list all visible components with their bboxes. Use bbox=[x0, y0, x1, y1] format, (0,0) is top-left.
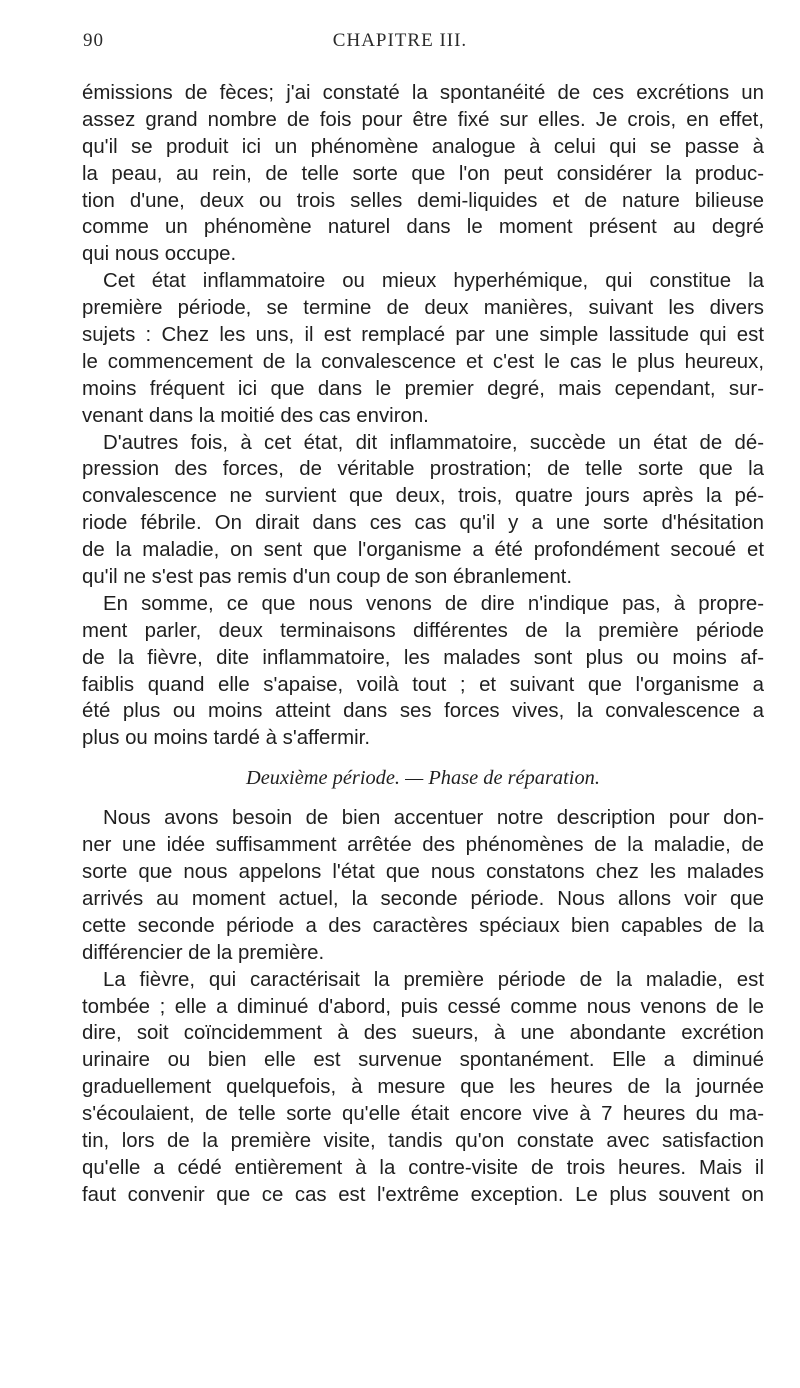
text-line: riode fébrile. On dirait dans ces cas qu'il y a une sorte d'hésitation bbox=[82, 512, 764, 535]
page-number: 90 bbox=[83, 30, 104, 51]
text-line: D'autres fois, à cet état, dit inflammatoire, succède un état de dé- bbox=[103, 431, 764, 454]
section-heading: Deuxième période. — Phase de réparation. bbox=[246, 767, 600, 790]
text-line: Cet état inflammatoire ou mieux hyperhémique, qui constitue la bbox=[103, 270, 764, 293]
paragraph bbox=[82, 591, 764, 752]
text-line: La fièvre, qui caractérisait la première période de la maladie, est bbox=[103, 968, 764, 991]
text-line: comme un phénomène naturel dans le moment présent au degré bbox=[82, 216, 764, 239]
text-line: de la fièvre, dite inflammatoire, les malades sont plus ou moins af- bbox=[82, 646, 764, 669]
text-line: qu'il ne s'est pas remis d'un coup de son ébranlement. bbox=[82, 566, 573, 589]
text-line: moins fréquent ici que dans le premier degré, mais cependant, sur- bbox=[82, 377, 764, 400]
text-line: assez grand nombre de fois pour être fixé sur elles. Je crois, en effet, bbox=[82, 108, 764, 131]
paragraph bbox=[82, 268, 764, 429]
text-line: ment parler, deux terminaisons différentes de la première période bbox=[82, 619, 764, 642]
text-line: le commencement de la convalescence et c'est le cas le plus heureux, bbox=[82, 350, 764, 373]
text-line: convalescence ne survient que deux, trois, quatre jours après la pé- bbox=[82, 485, 764, 508]
body-text bbox=[82, 80, 764, 1209]
text-line: graduellement quelquefois, à mesure que les heures de la journée bbox=[82, 1076, 764, 1099]
text-line: ner une idée suffisamment arrêtée des phénomènes de la maladie, de bbox=[82, 834, 764, 857]
paragraph bbox=[82, 430, 764, 591]
text-line: de la maladie, on sent que l'organisme a été profondément secoué et bbox=[82, 539, 764, 562]
text-line: la peau, au rein, de telle sorte que l'on peut considérer la produc- bbox=[82, 162, 764, 185]
text-line: s'écoulaient, de telle sorte qu'elle était encore vive à 7 heures du ma- bbox=[82, 1103, 764, 1126]
chapter-heading: CHAPITRE III. bbox=[332, 30, 468, 51]
text-line: tombée ; elle a diminué d'abord, puis cessé comme nous venons de le bbox=[82, 995, 764, 1018]
text-line: différencier de la première. bbox=[82, 941, 325, 964]
paragraph bbox=[82, 967, 764, 1209]
text-line: cette seconde période a des caractères spéciaux bien capables de la bbox=[82, 914, 764, 937]
text-line: tion d'une, deux ou trois selles demi-liquides et de nature bilieuse bbox=[82, 189, 764, 212]
text-line: plus ou moins tardé à s'affermir. bbox=[82, 727, 370, 750]
paragraph bbox=[82, 80, 764, 268]
text-line: tin, lors de la première visite, tandis qu'on constate avec satisfaction bbox=[82, 1129, 764, 1152]
text-line: urinaire ou bien elle est survenue spontanément. Elle a diminué bbox=[82, 1049, 764, 1072]
text-line: venant dans la moitié des cas environ. bbox=[82, 404, 429, 427]
paragraph bbox=[82, 805, 764, 966]
text-line: émissions de fèces; j'ai constaté la spontanéité de ces excrétions un bbox=[82, 82, 764, 104]
text-line: été plus ou moins atteint dans ses forces vives, la convalescence a bbox=[82, 700, 764, 723]
text-line: Nous avons besoin de bien accentuer notre description pour don- bbox=[103, 807, 764, 830]
text-line: qu'elle a cédé entièrement à la contre-visite de trois heures. Mais il bbox=[82, 1156, 764, 1179]
running-head bbox=[0, 30, 800, 60]
text-line: arrivés au moment actuel, la seconde période. Nous allons voir que bbox=[82, 887, 764, 910]
text-line: En somme, ce que nous venons de dire n'indique pas, à propre- bbox=[103, 592, 764, 615]
text-line: qui nous occupe. bbox=[82, 243, 237, 266]
text-line: faut convenir que ce cas est l'extrême exception. Le plus souvent on bbox=[82, 1183, 764, 1206]
text-line: dire, soit coïncidemment à des sueurs, à une abondante excrétion bbox=[82, 1022, 764, 1045]
text-line: sujets : Chez les uns, il est remplacé par une simple lassitude qui est bbox=[82, 324, 764, 347]
text-line: qu'il se produit ici un phénomène analogue à celui qui se passe à bbox=[82, 135, 764, 158]
text-line: sorte que nous appelons l'état que nous constatons chez les malades bbox=[82, 861, 764, 884]
text-line: faiblis quand elle s'apaise, voilà tout ; et suivant que l'organisme a bbox=[82, 673, 764, 696]
text-line: pression des forces, de véritable prostration; de telle sorte que la bbox=[82, 458, 764, 481]
text-line: première période, se termine de deux manières, suivant les divers bbox=[82, 297, 764, 320]
